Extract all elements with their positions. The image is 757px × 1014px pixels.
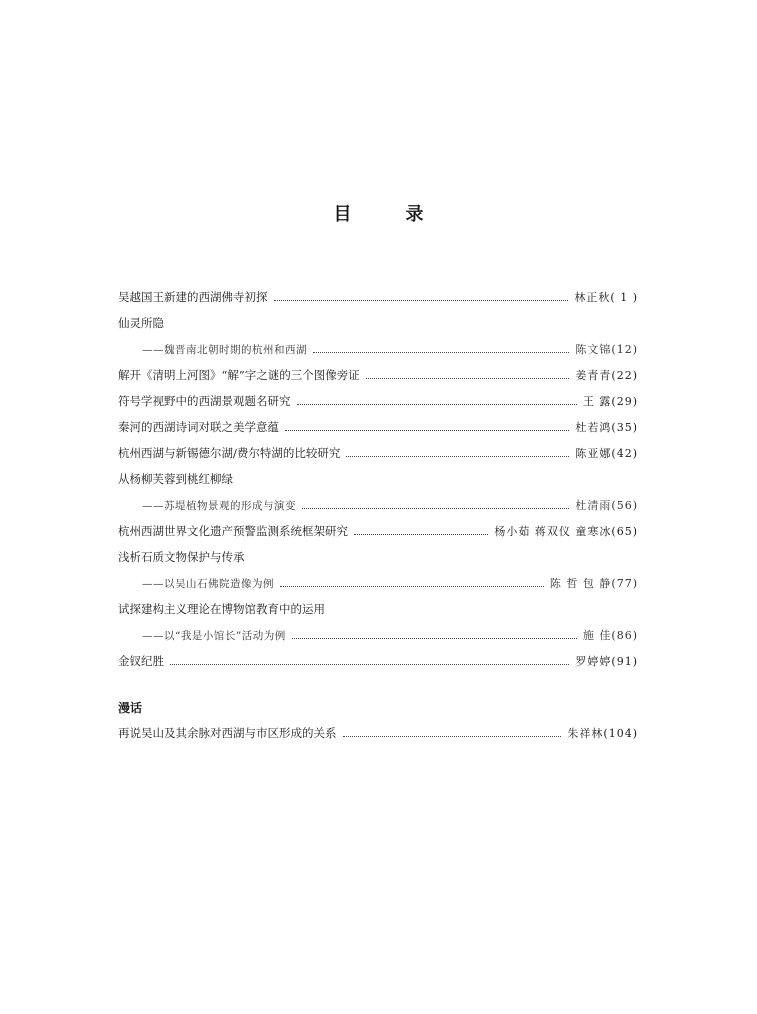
entry-subtitle: ——魏晋南北朝时期的杭州和西湖: [142, 343, 307, 356]
toc-entry[interactable]: [118, 440, 638, 466]
dot-leader: [302, 496, 569, 509]
toc-entry[interactable]: [118, 648, 638, 674]
entry-author-page: 杜若鸿(35): [575, 421, 638, 434]
entry-author-page: 罗婷婷(91): [575, 655, 638, 668]
toc-entry-heading: [118, 466, 638, 492]
toc-entry-subtitle[interactable]: [118, 622, 638, 648]
section-gap: [118, 674, 638, 694]
dot-leader: [285, 418, 569, 431]
dot-leader: [366, 366, 570, 379]
title-char-2: 录: [405, 204, 424, 225]
toc-entry-heading: [118, 310, 638, 336]
entry-subtitle: ——苏堤植物景观的形成与演变: [142, 499, 296, 512]
dot-leader: [274, 288, 569, 301]
entry-subtitle: ——以吴山石佛院造像为例: [142, 577, 274, 590]
entry-title: 从杨柳芙蓉到桃红柳绿: [118, 472, 233, 486]
entry-author-page: 王 露(29): [582, 395, 638, 408]
dot-leader: [346, 444, 569, 457]
dot-leader: [354, 522, 488, 535]
toc-entry-subtitle[interactable]: [118, 492, 638, 518]
entry-author-page: 朱祥林(104): [567, 727, 638, 740]
entry-title: 再说吴山及其余脉对西湖与市区形成的关系: [118, 726, 337, 740]
dot-leader: [297, 392, 577, 405]
toc-entry[interactable]: [118, 518, 638, 544]
entry-title: 吴越国王新建的西湖佛寺初探: [118, 290, 268, 304]
entry-author-page: 施 佳(86): [582, 629, 638, 642]
entry-title: 杭州西湖与新锡德尔湖/费尔特湖的比较研究: [118, 446, 341, 460]
toc-entry-subtitle[interactable]: [118, 570, 638, 596]
toc-entry[interactable]: [118, 284, 638, 310]
dot-leader: [343, 724, 562, 737]
entry-title: 符号学视野中的西湖景观题名研究: [118, 394, 291, 408]
entry-title: 浅析石质文物保护与传承: [118, 550, 245, 564]
entry-author-page: 陈亚娜(42): [575, 447, 638, 460]
toc-entry[interactable]: [118, 414, 638, 440]
entry-title: 杭州西湖世界文化遗产预警监测系统框架研究: [118, 524, 348, 538]
toc-entry[interactable]: [118, 362, 638, 388]
entry-author-page: 杜清雨(56): [575, 499, 638, 512]
entry-subtitle: ——以“我是小馆长”活动为例: [142, 629, 286, 642]
dot-leader: [280, 574, 544, 587]
page-title: [0, 200, 757, 226]
entry-title: 试探建构主义理论在博物馆教育中的运用: [118, 602, 325, 616]
section-heading: 漫话: [118, 700, 143, 715]
toc-entry-heading: [118, 544, 638, 570]
table-of-contents: [118, 284, 638, 746]
toc-entry-heading: [118, 596, 638, 622]
toc-entry[interactable]: [118, 720, 638, 746]
entry-author-page: 陈文锦(12): [575, 343, 638, 356]
entry-author-page: 林正秋( 1 ): [574, 291, 638, 304]
entry-author-page: 姜青青(22): [575, 369, 638, 382]
entry-title: 秦河的西湖诗词对联之美学意蕴: [118, 420, 279, 434]
dot-leader: [313, 340, 569, 353]
entry-author-page: 陈 哲 包 静(77): [549, 577, 638, 590]
entry-author-page: 杨小茹 蒋双仪 童寒冰(65): [494, 525, 638, 538]
toc-entry-subtitle[interactable]: [118, 336, 638, 362]
entry-title: 金钗纪胜: [118, 654, 164, 668]
title-char-1: 目: [333, 204, 352, 225]
entry-title: 解开《清明上河图》“解”字之谜的三个图像旁证: [118, 368, 360, 382]
entry-title: 仙灵所隐: [118, 316, 164, 330]
dot-leader: [170, 652, 569, 665]
dot-leader: [292, 626, 577, 639]
toc-entry[interactable]: [118, 388, 638, 414]
